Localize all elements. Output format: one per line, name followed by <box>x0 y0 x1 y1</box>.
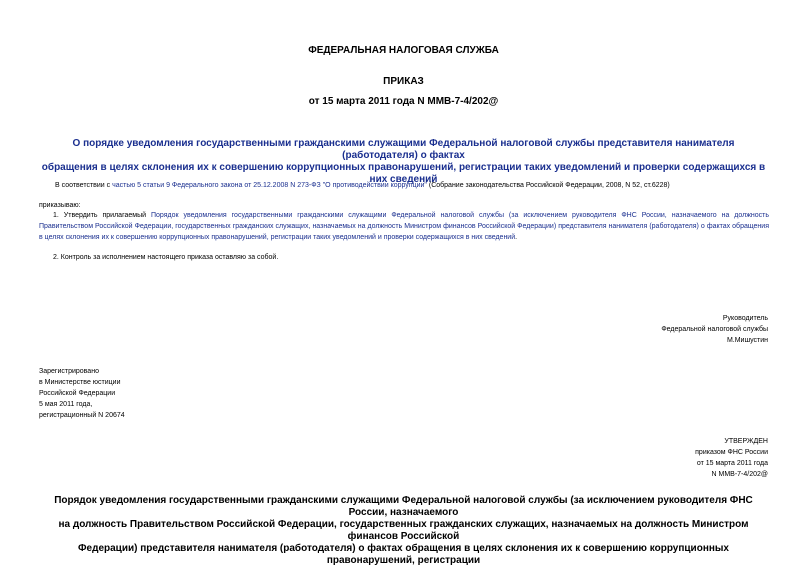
signature-agency: Федеральной налоговой службы <box>661 326 768 333</box>
approved-line-3: от 15 марта 2011 года <box>696 460 768 467</box>
signature-name: М.Мишустин <box>726 337 768 344</box>
registration-line-2: в Министерстве юстиции <box>39 379 121 386</box>
registration-line-3: Российской Федерации <box>39 390 116 397</box>
registration-line-4: 5 мая 2011 года, <box>39 401 93 408</box>
order-item-1 <box>39 210 769 243</box>
basis-suffix: (Собрание законодательства Российской Федерации, 2008, N 52, ст.6228) <box>426 182 670 189</box>
approved-line-2: приказом ФНС России <box>695 449 768 456</box>
item1-suffix: . <box>515 234 518 241</box>
item1-prefix: 1. Утвердить прилагаемый <box>53 212 151 219</box>
approved-block <box>695 436 768 480</box>
procedure-link[interactable]: Порядок уведомления государственными гражданскими служащими Федеральной налоговой службы (за исключением руководителя ФНС России, назначаемого на должность Правительством Российской Федерации, государственных гражданских служащих, назначаемых на должность Министром финансов Российской Федерации) представителя нанимателя (работодателя) о фактах обращения в целях склонения их к совершению коррупционных правонарушений, регистрации таких уведомлений и проверки содержащихся в них сведений <box>39 212 769 241</box>
approved-line-1: УТВЕРЖДЕН <box>724 438 768 445</box>
law-link[interactable]: частью 5 статьи 9 Федерального закона от 25.12.2008 N 273-ФЗ "О противодействии коррупции" <box>112 182 427 189</box>
signature-block <box>661 313 768 346</box>
basis-paragraph <box>39 180 769 191</box>
registration-line-5: регистрационный N 20674 <box>39 412 125 419</box>
signature-position: Руководитель <box>722 315 768 322</box>
registration-line-1: Зарегистрировано <box>39 368 99 375</box>
approved-line-4: N ММВ-7-4/202@ <box>711 471 768 478</box>
document-title[interactable] <box>40 138 767 186</box>
order-item-2: 2. Контроль за исполнением настоящего приказа оставляю за собой. <box>53 254 279 261</box>
title-line-1[interactable]: О порядке уведомления государственными гражданскими служащими Федеральной налоговой службы представителя нанимателя (работодателя) о фактах <box>72 138 735 161</box>
registration-block <box>39 366 125 421</box>
procedure-title-line-3: Федерации) представителя нанимателя (работодателя) о фактах обращения в целях склонения их к совершению коррупционных правонарушений, регистрации <box>78 543 729 566</box>
procedure-title-line-2: на должность Правительством Российской Федерации, государственных гражданских служащих, назначаемых на должность Министром финансов Российской <box>58 519 749 542</box>
procedure-title-line-1: Порядок уведомления государственными гражданскими служащими Федеральной налоговой службы (за исключением руководителя ФНС России, назначаемого <box>54 495 753 518</box>
order-heading: ПРИКАЗ <box>383 76 424 87</box>
orders-word: приказываю: <box>39 202 81 209</box>
procedure-title <box>40 495 767 567</box>
basis-prefix: В соответствии с <box>55 182 113 189</box>
agency-heading: ФЕДЕРАЛЬНАЯ НАЛОГОВАЯ СЛУЖБА <box>308 45 499 56</box>
order-date: от 15 марта 2011 года N ММВ-7-4/202@ <box>308 96 499 107</box>
title-line-2[interactable]: обращения в целях склонения их к совершению коррупционных правонарушений, регистрации таких уведомлений и проверки содержащихся в них сведений <box>41 162 766 185</box>
